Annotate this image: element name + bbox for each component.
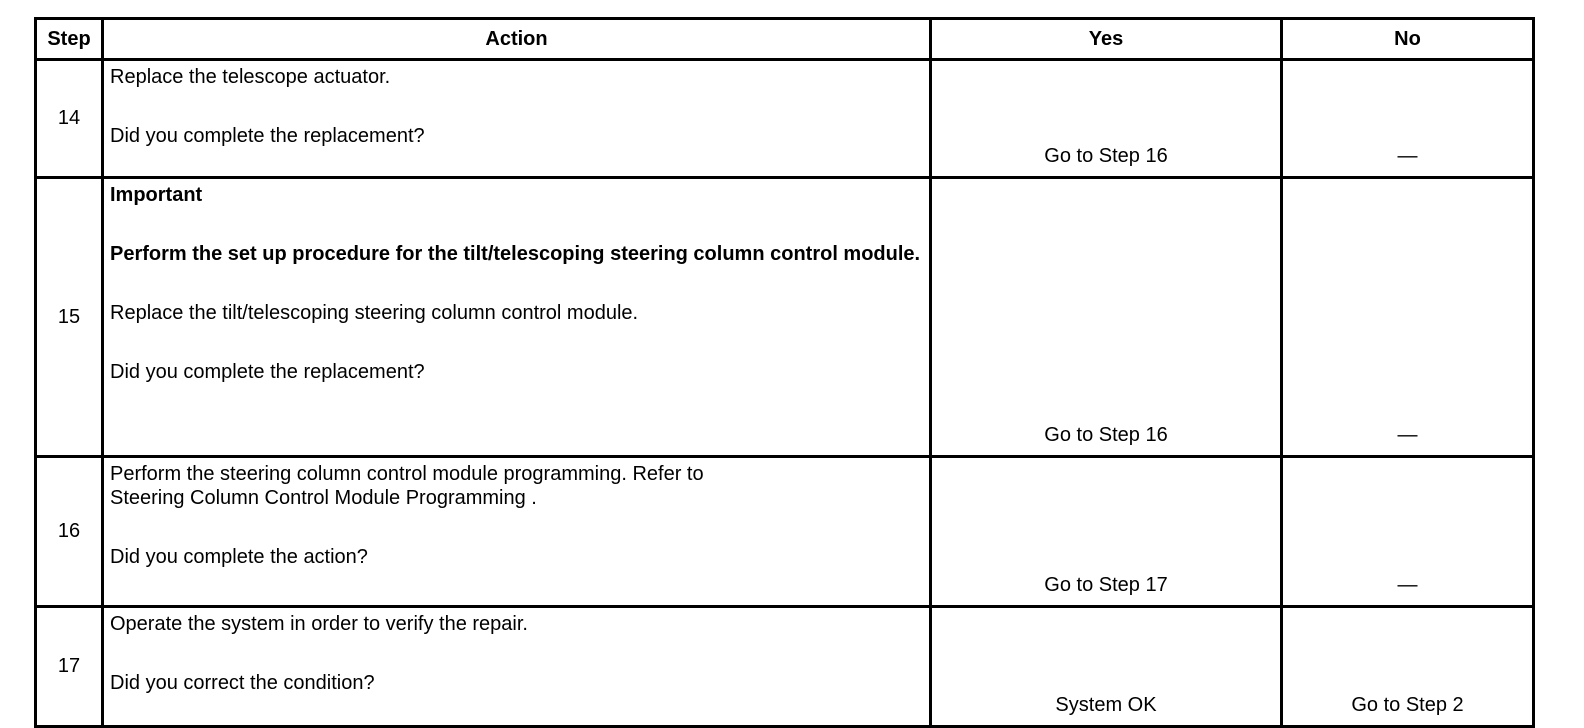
action-instruction: Operate the system in order to verify the repair. — [110, 613, 528, 635]
action-instruction: Perform the steering column control module programming. Refer to Steering Column Control Module Programming . — [110, 463, 704, 509]
action-cell — [103, 457, 931, 607]
action-question: Did you complete the action? — [110, 546, 368, 568]
table-row-step-16 — [36, 457, 1534, 607]
action-cell — [103, 178, 931, 457]
step-number: 14 — [36, 60, 103, 178]
no-cell: — — [1282, 457, 1534, 607]
step-number: 17 — [36, 607, 103, 727]
action-instruction: Replace the telescope actuator. — [110, 66, 391, 88]
yes-cell: Go to Step 16 — [931, 178, 1282, 457]
action-question: Did you complete the replacement? — [110, 361, 425, 383]
action-question: Did you correct the condition? — [110, 672, 375, 694]
step-number: 16 — [36, 457, 103, 607]
header-step: Step — [36, 19, 103, 60]
no-cell: — — [1282, 60, 1534, 178]
table-header-row — [36, 19, 1534, 60]
table-row-step-17 — [36, 607, 1534, 727]
diagnostic-table-container — [34, 17, 1532, 728]
header-yes: Yes — [931, 19, 1282, 60]
no-cell: — — [1282, 178, 1534, 457]
yes-cell: Go to Step 17 — [931, 457, 1282, 607]
action-cell — [103, 60, 931, 178]
table-row-step-15 — [36, 178, 1534, 457]
yes-cell: System OK — [931, 607, 1282, 727]
no-cell: Go to Step 2 — [1282, 607, 1534, 727]
step-number: 15 — [36, 178, 103, 457]
header-no: No — [1282, 19, 1534, 60]
important-note: Perform the set up procedure for the tilt/telescoping steering column control module. — [110, 243, 921, 265]
diagnostic-steps-table — [34, 17, 1535, 728]
important-title: Important — [110, 184, 203, 206]
action-cell — [103, 607, 931, 727]
action-question: Did you complete the replacement? — [110, 125, 425, 147]
yes-cell: Go to Step 16 — [931, 60, 1282, 178]
header-action: Action — [103, 19, 931, 60]
action-instruction: Replace the tilt/telescoping steering column control module. — [110, 302, 639, 324]
table-row-step-14 — [36, 60, 1534, 178]
